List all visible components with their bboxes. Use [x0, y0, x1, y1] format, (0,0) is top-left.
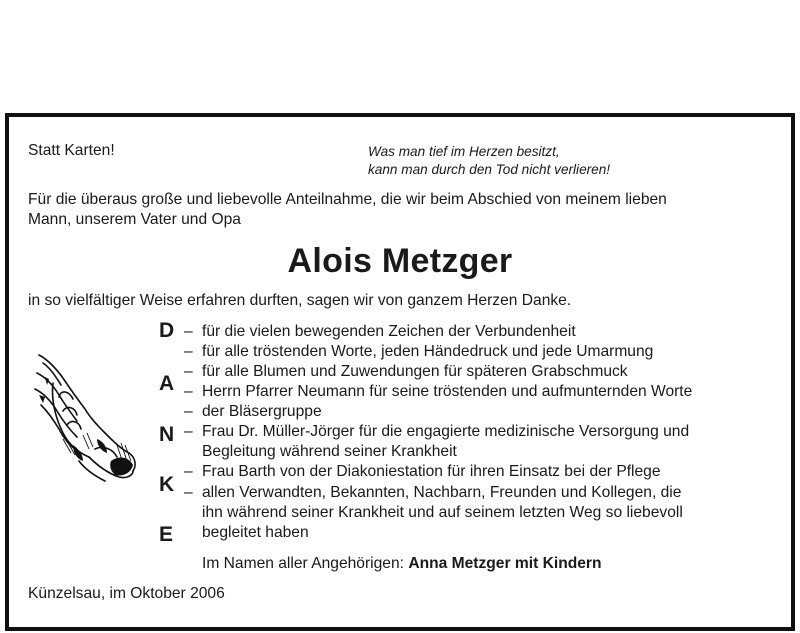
intro-line-1: Für die überaus große und liebevolle Anteilnahme, die wir beim Abschied von meinem lieben	[28, 191, 667, 208]
thanks-line: für die vielen bewegenden Zeichen der Verbundenheit	[202, 323, 576, 340]
thanks-line: für alle Blumen und Zuwendungen für späteren Grabschmuck	[202, 363, 628, 380]
danke-letter-k: K	[159, 473, 175, 496]
thanks-line: Begleitung während seiner Krankheit	[202, 443, 457, 460]
list-dash: –	[184, 403, 193, 420]
thanks-line: allen Verwandten, Bekannten, Nachbarn, Freunden und Kollegen, die	[202, 484, 682, 501]
thanks-line: der Bläsergruppe	[202, 403, 322, 420]
obituary-card	[5, 113, 795, 631]
list-dash: –	[184, 463, 193, 480]
closing-prefix: Im Namen aller Angehörigen:	[202, 555, 409, 572]
list-dash: –	[184, 343, 193, 360]
thanks-line: Frau Barth von der Diakoniestation für ihren Einsatz bei der Pflege	[202, 463, 661, 480]
danke-letter-n: N	[159, 423, 175, 446]
thanks-line: begleitet haben	[202, 524, 309, 541]
list-dash: –	[184, 323, 193, 340]
thanks-line: Frau Dr. Müller-Jörger für die engagierte medizinische Versorgung und	[202, 423, 690, 440]
quote-line-1: Was man tief im Herzen besitzt,	[368, 144, 560, 159]
list-dash: –	[184, 423, 193, 440]
thanks-line: Herrn Pfarrer Neumann für seine tröstenden und aufmunternden Worte	[202, 383, 693, 400]
quote-line-2: kann man durch den Tod nicht verlieren!	[368, 162, 611, 177]
gratitude-line: in so vielfältiger Weise erfahren durften, sagen wir von ganzem Herzen Danke.	[28, 292, 572, 309]
intro-line-2: Mann, unserem Vater und Opa	[28, 211, 241, 228]
list-dash: –	[184, 383, 193, 400]
thanks-line: ihn während seiner Krankheit und auf seinem letzten Weg so liebevoll	[202, 504, 683, 521]
danke-letter-d: D	[159, 319, 175, 342]
danke-letter-a: A	[159, 372, 175, 395]
statt-karten-label: Statt Karten!	[28, 142, 115, 159]
thanks-line: für alle tröstenden Worte, jeden Händedruck und jede Umarmung	[202, 343, 654, 360]
closing-line	[202, 554, 602, 574]
deceased-name: Alois Metzger	[287, 242, 513, 280]
place-date: Künzelsau, im Oktober 2006	[28, 585, 225, 602]
danke-letter-e: E	[159, 523, 174, 546]
signer-name: Anna Metzger mit Kindern	[408, 555, 602, 572]
list-dash: –	[184, 363, 193, 380]
praying-hands-icon	[33, 349, 143, 489]
list-dash: –	[184, 484, 193, 501]
